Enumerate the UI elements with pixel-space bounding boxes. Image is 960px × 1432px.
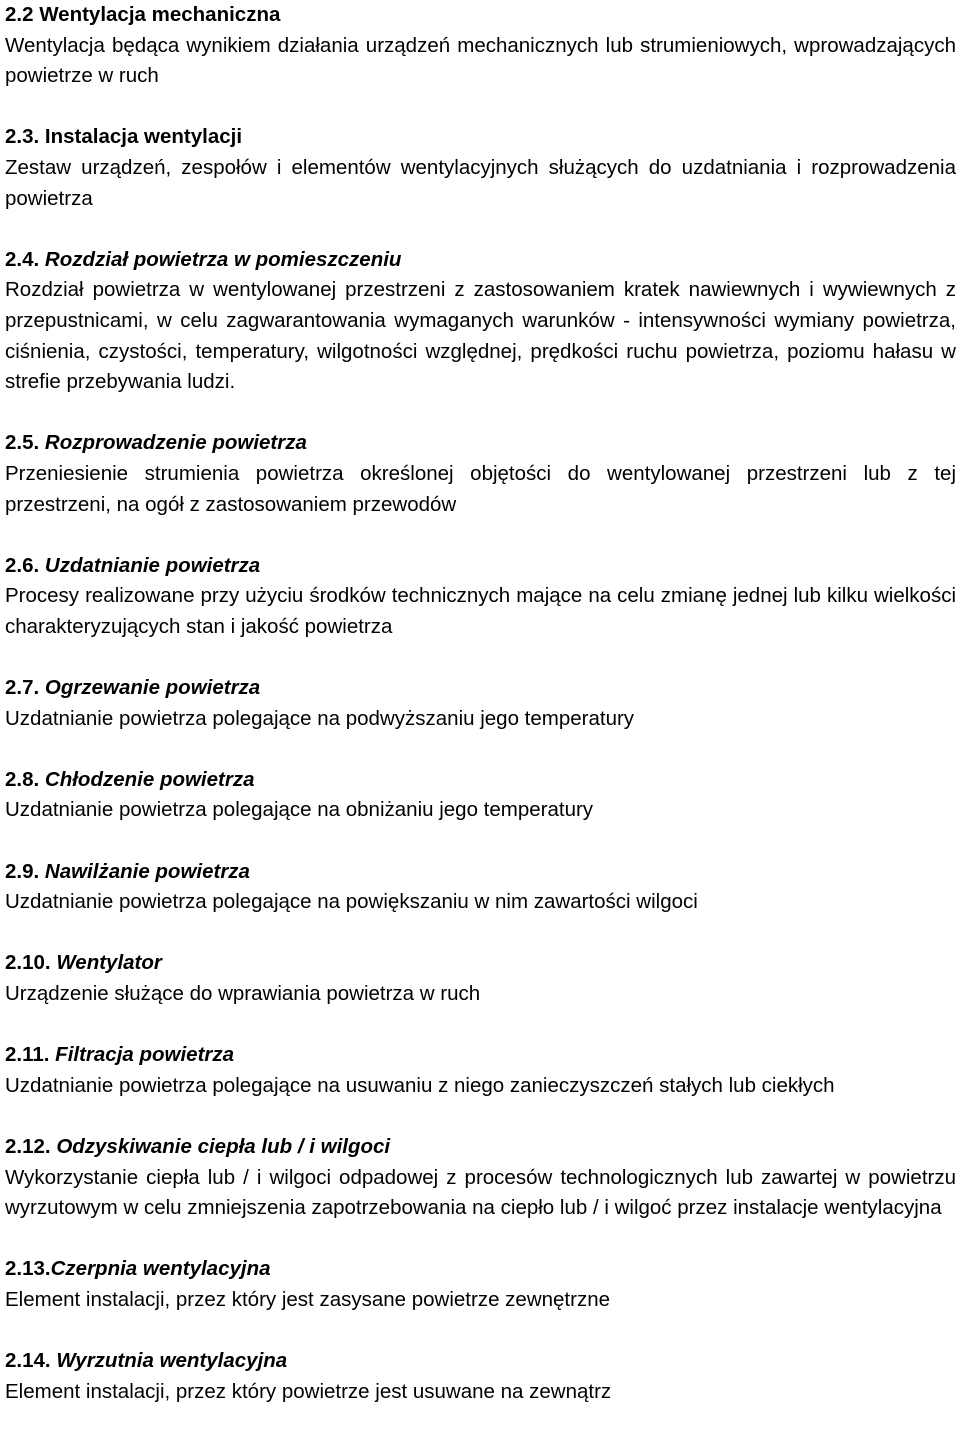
section-title: Filtracja powietrza	[55, 1043, 235, 1067]
section-number: 2.14.	[5, 1349, 51, 1373]
section-body: Uzdatnianie powietrza polegające na obniżaniu jego temperatury	[5, 798, 594, 822]
section-2-5	[5, 428, 956, 520]
section-heading	[5, 1254, 956, 1285]
section-number: 2.11.	[5, 1043, 50, 1067]
section-number: 2.9.	[5, 859, 40, 883]
spacer	[5, 918, 956, 949]
section-2-10	[5, 948, 956, 1009]
section-number: 2.2	[5, 3, 34, 26]
section-body: Uzdatnianie powietrza polegające na podwyższaniu jego temperatury	[5, 706, 635, 730]
section-number: 2.12.	[5, 1134, 51, 1158]
section-body: Wentylacja będąca wynikiem działania urządzeń mechanicznych lub strumieniowych, wprowadzających powietrze w ruch	[5, 33, 956, 88]
section-body: Uzdatnianie powietrza polegające na powiększaniu w nim zawartości wilgoci	[5, 890, 698, 914]
section-2-13	[5, 1254, 956, 1315]
section-heading	[5, 428, 956, 459]
section-heading	[5, 673, 956, 704]
section-heading	[5, 765, 956, 796]
section-title: Rozdział powietrza w pomieszczeniu	[44, 247, 402, 271]
section-number: 2.4.	[5, 247, 40, 271]
spacer	[5, 642, 956, 673]
spacer	[5, 826, 956, 857]
section-2-6	[5, 551, 956, 643]
section-heading	[5, 857, 956, 888]
section-body: Zestaw urządzeń, zespołów i elementów wentylacyjnych służących do uzdatniania i rozprowadzenia powietrza	[5, 155, 956, 210]
section-heading	[5, 122, 956, 153]
section-number: 2.13.	[5, 1257, 51, 1281]
spacer	[5, 92, 956, 123]
section-title: Uzdatnianie powietrza	[44, 553, 261, 577]
section-number: 2.7.	[5, 676, 40, 700]
section-2-2	[5, 0, 956, 92]
spacer	[5, 1224, 956, 1255]
section-heading	[5, 0, 956, 31]
section-title: Wentylacja mechaniczna	[39, 3, 281, 26]
section-2-11	[5, 1040, 956, 1101]
section-body: Uzdatnianie powietrza polegające na usuwaniu z niego zanieczyszczeń stałych lub ciekłych	[5, 1073, 835, 1097]
section-2-7	[5, 673, 956, 734]
section-body: Przeniesienie strumienia powietrza określonej objętości do wentylowanej przestrzeni lub z tej przestrzeni, na ogół z zastosowaniem przewodów	[5, 461, 956, 516]
section-heading	[5, 551, 956, 582]
spacer	[5, 734, 956, 765]
section-body: Rozdział powietrza w wentylowanej przestrzeni z zastosowaniem kratek nawiewnych i wywiewnych z przepustnicami, w celu zagwarantowania wymaganych warunków - intensywności wymiany powietrza, ciśnienia, czystości, temperatury, wilgotności względnej, prędkości ruchu powietrza, poziomu hałasu w strefie przebywania ludzi.	[5, 278, 956, 394]
section-2-9	[5, 857, 956, 918]
section-2-14	[5, 1346, 956, 1407]
section-title: Odzyskiwanie ciepła lub / i wilgoci	[56, 1134, 391, 1158]
section-title: Chłodzenie powietrza	[44, 767, 255, 791]
section-2-3	[5, 122, 956, 214]
section-title: Nawilżanie powietrza	[44, 859, 250, 883]
section-number: 2.6.	[5, 553, 40, 577]
section-body: Element instalacji, przez który jest zasysane powietrze zewnętrzne	[5, 1287, 611, 1311]
spacer	[5, 1101, 956, 1132]
section-number: 2.3.	[5, 125, 40, 149]
section-2-12	[5, 1132, 956, 1224]
section-body: Element instalacji, przez który powietrze jest usuwane na zewnątrz	[5, 1379, 612, 1403]
section-heading	[5, 245, 956, 276]
section-title: Instalacja wentylacji	[44, 125, 243, 149]
section-number: 2.10.	[5, 951, 51, 975]
section-number: 2.5.	[5, 431, 40, 455]
section-body: Wykorzystanie ciepła lub / i wilgoci odpadowej z procesów technologicznych lub zawartej w powietrzu wyrzutowym w celu zmniejszenia zapotrzebowania na ciepło lub / i wilgoć przez instalacje wentylacyjna	[5, 1165, 956, 1220]
section-title: Rozprowadzenie powietrza	[44, 431, 307, 455]
spacer	[5, 1010, 956, 1041]
section-title: Czerpnia wentylacyjna	[50, 1257, 271, 1281]
section-heading	[5, 1040, 956, 1071]
section-title: Ogrzewanie powietrza	[44, 676, 261, 700]
section-heading	[5, 1132, 956, 1163]
section-body: Urządzenie służące do wprawiania powietrza w ruch	[5, 982, 481, 1005]
section-heading	[5, 948, 956, 979]
section-2-4	[5, 245, 956, 398]
section-title: Wentylator	[56, 951, 162, 975]
spacer	[5, 520, 956, 551]
section-number: 2.8.	[5, 767, 40, 791]
section-body: Procesy realizowane przy użyciu środków technicznych mające na celu zmianę jednej lub kilku wielkości charakteryzujących stan i jakość powietrza	[5, 584, 956, 638]
spacer	[5, 214, 956, 245]
spacer	[5, 1316, 956, 1347]
section-title: Wyrzutnia wentylacyjna	[56, 1349, 288, 1373]
section-2-8	[5, 765, 956, 826]
section-heading	[5, 1346, 956, 1377]
spacer	[5, 398, 956, 429]
